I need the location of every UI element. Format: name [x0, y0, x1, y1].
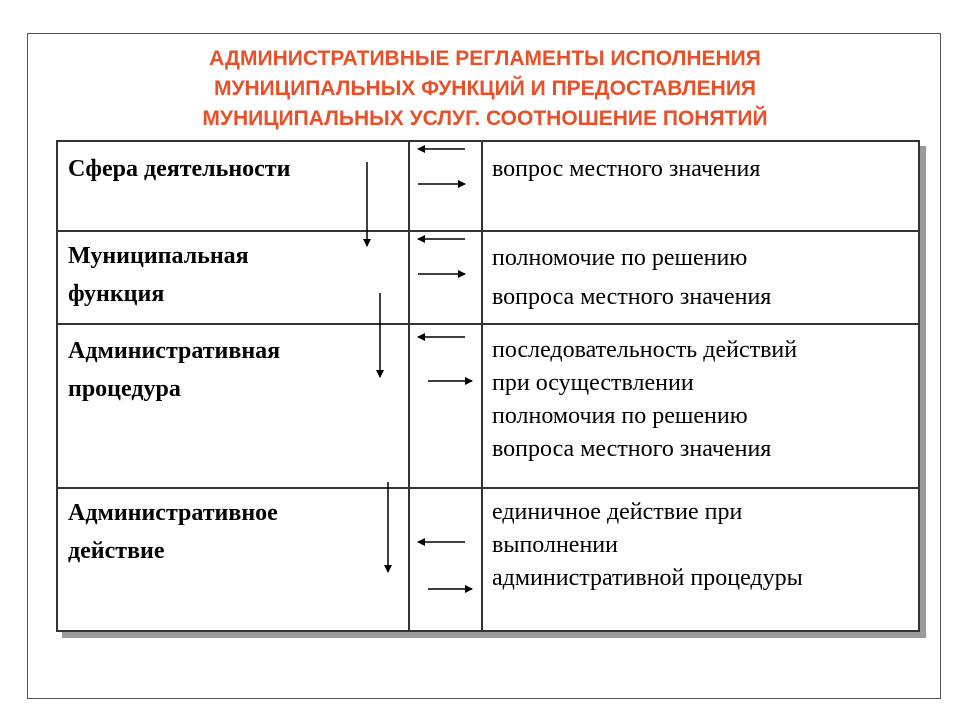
definition-line: вопроса местного значения: [492, 436, 772, 462]
term-line: функция: [68, 281, 165, 307]
definition-line: административной процедуры: [492, 565, 803, 591]
definition-line: вопроса местного значения: [492, 284, 772, 310]
term-line: Муниципальная: [68, 243, 249, 269]
title-line-2: МУНИЦИПАЛЬНЫХ ФУНКЦИЙ И ПРЕДОСТАВЛЕНИЯ: [213, 77, 757, 100]
term-line: Административное: [68, 500, 278, 526]
definition-line: полномочие по решению: [492, 245, 748, 271]
title-line-3: МУНИЦИПАЛЬНЫХ УСЛУГ. СООТНОШЕНИЕ ПОНЯТИЙ: [202, 107, 768, 130]
title-line-1: АДМИНИСТРАТИВНЫЕ РЕГЛАМЕНТЫ ИСПОЛНЕНИЯ: [209, 47, 761, 70]
definition-line: последовательность действий: [492, 337, 798, 363]
definition-line: единичное действие при: [492, 499, 743, 525]
term-line: Сфера деятельности: [68, 156, 291, 182]
definition-line: вопрос местного значения: [492, 156, 761, 182]
term-line: процедура: [68, 376, 181, 402]
term-line: действие: [68, 538, 165, 564]
definition-line: полномочия по решению: [492, 403, 748, 429]
term-line: Административная: [68, 338, 281, 364]
definition-line: при осуществлении: [492, 370, 694, 396]
definition-line: выполнении: [492, 532, 618, 558]
